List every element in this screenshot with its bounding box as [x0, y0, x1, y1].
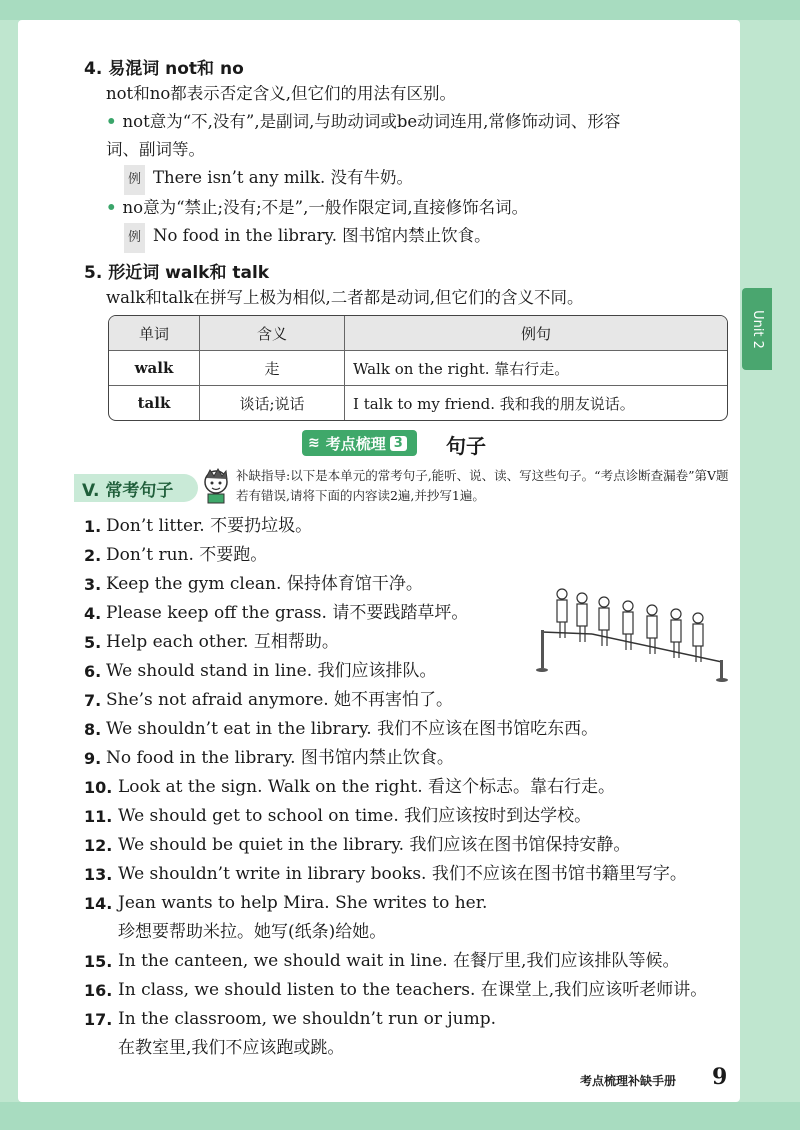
section5-heading: 5. 形近词 walk和 talk: [84, 263, 270, 283]
top-border: [0, 0, 800, 20]
example-label: 例: [124, 223, 145, 253]
list-item: 13. We shouldn’t write in library books. 我们不应该在图书馆书籍里写字。: [84, 864, 687, 884]
page-number: 9: [712, 1064, 728, 1090]
guide-text: 补缺指导:以下是本单元的常考句子,能听、说、读、写这些句子。“考点诊断查漏卷”第V题若有错误,请将下面的内容读2遍,并抄写1遍。: [236, 468, 729, 503]
list-item: 12. We should be quiet in the library. 我们应该在图书馆保持安静。: [84, 835, 631, 855]
table-row: [109, 386, 727, 420]
section5-intro: walk和talk在拼写上极为相似,二者都是动词,但它们的含义不同。: [106, 288, 584, 307]
section4-example2: 例 No food in the library. 图书馆内禁止饮食。: [124, 222, 491, 253]
table-row: [109, 351, 727, 386]
list-item: 8. We shouldn’t eat in the library. 我们不应该在图书馆吃东西。: [84, 719, 599, 739]
list-item: 7. She’s not afraid anymore. 她不再害怕了。: [84, 690, 454, 710]
list-item: 1. Don’t litter. 不要扔垃圾。: [84, 516, 313, 536]
table-header-row: [109, 316, 727, 351]
list-item: 15. In the canteen, we should wait in line. 在餐厅里,我们应该排队等候。: [84, 951, 680, 971]
section-badge: ≋ 考点梳理 3: [302, 430, 417, 456]
table-cell-example: I talk to my friend. 我和我的朋友说话。: [353, 394, 635, 413]
bottom-border: [0, 1102, 800, 1130]
list-item: 10. Look at the sign. Walk on the right. 看这个标志。靠右行走。: [84, 777, 616, 797]
section4-bullet2: • no意为“禁止;没有;不是”,一般作限定词,直接修饰名词。: [106, 198, 529, 217]
list-item: 6. We should stand in line. 我们应该排队。: [84, 661, 437, 681]
list-item: 16. In class, we should listen to the teachers. 在课堂上,我们应该听老师讲。: [84, 980, 708, 1000]
section-title: 句子: [446, 434, 486, 458]
list-item: 5. Help each other. 互相帮助。: [84, 632, 339, 652]
section4-bullet1-cont: 词、副词等。: [106, 140, 205, 159]
table-header: 单词: [109, 316, 200, 351]
list-item: 17. In the classroom, we shouldn’t run or jump. 在教室里,我们不应该跑或跳。: [84, 1009, 496, 1058]
bullet-icon: •: [106, 198, 117, 217]
mascot-icon: [200, 468, 232, 504]
part5-label: V. 常考句子: [74, 474, 198, 502]
list-item: 4. Please keep off the grass. 请不要践踏草坪。: [84, 603, 469, 623]
sentence-list: [84, 512, 734, 1063]
table-cell-word: talk: [109, 386, 200, 420]
table-cell-word: walk: [109, 351, 200, 386]
section4-heading: 4. 易混词 not和 no: [84, 59, 244, 79]
table-cell-example: Walk on the right. 靠右行走。: [345, 351, 727, 386]
section4-intro: not和no都表示否定含义,但它们的用法有区别。: [106, 84, 456, 103]
list-item: 2. Don’t run. 不要跑。: [84, 545, 268, 565]
bullet-icon: •: [106, 112, 117, 131]
list-item: 14. Jean wants to help Mira. She writes to her. 珍想要帮助米拉。她写(纸条)给她。: [84, 893, 488, 942]
word-table: [108, 315, 728, 421]
example-label: 例: [124, 165, 145, 195]
table-cell-meaning: 走: [200, 351, 345, 386]
list-item: 9. No food in the library. 图书馆内禁止饮食。: [84, 748, 454, 768]
footer-label: 考点梳理补缺手册: [580, 1074, 677, 1088]
list-item: 3. Keep the gym clean. 保持体育馆干净。: [84, 574, 423, 594]
table-cell-meaning: 谈话;说话: [200, 386, 345, 420]
unit-tab: Unit 2: [742, 288, 772, 370]
wave-icon: ≋: [308, 435, 320, 451]
section4-bullet1: • not意为“不,没有”,是副词,与助动词或be动词连用,常修饰动词、形容: [106, 112, 621, 131]
table-header: 含义: [200, 316, 345, 351]
table-header: 例句: [345, 316, 727, 351]
list-item: 11. We should get to school on time. 我们应该按时到达学校。: [84, 806, 592, 826]
section4-example1: 例 There isn’t any milk. 没有牛奶。: [124, 164, 413, 195]
